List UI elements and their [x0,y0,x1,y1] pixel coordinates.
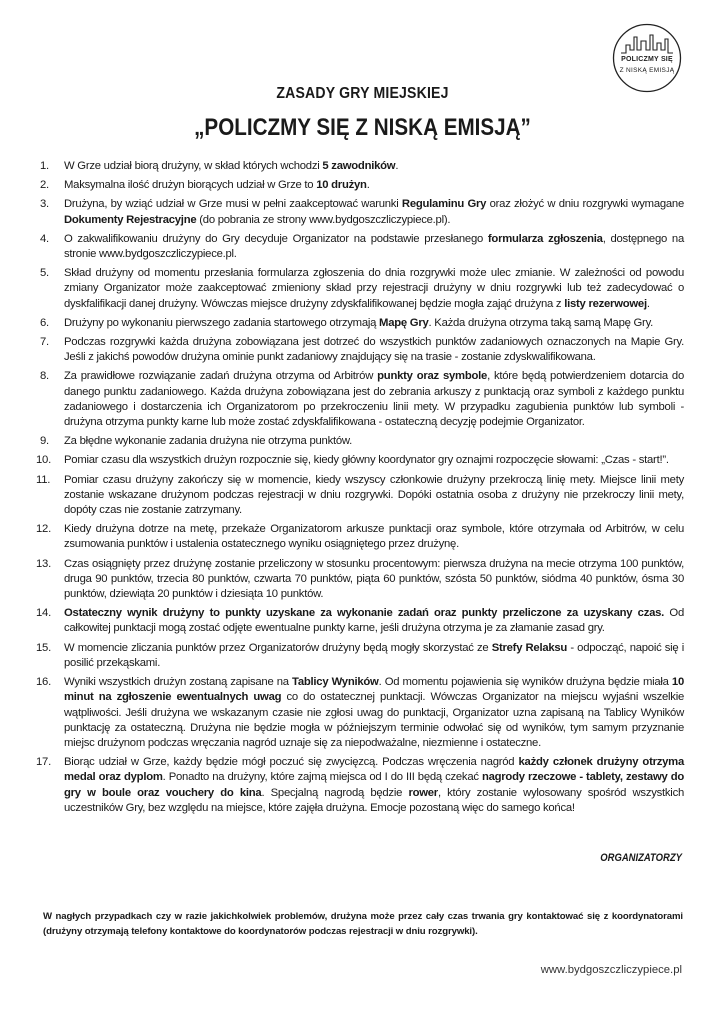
rule-text-bold: Dokumenty Rejestracyjne [64,213,197,226]
rule-text-bold: każdy członek drużyny otrzyma medal oraz dyplom [64,756,684,784]
rule-item [36,232,684,262]
rule-number: 6. [40,316,49,329]
rule-number: 2. [40,179,49,192]
rule-text-bold: Regulaminu Gry [401,198,487,211]
rule-item [36,335,684,365]
rule-text: Maksymalna ilość drużyn biorących udział w Grze to [64,179,317,192]
rule-number: 15. [36,641,51,654]
rule-text: Za prawidłowe rozwiązanie zadań drużyna otrzyma od Arbitrów [64,370,378,383]
rule-text-bold: Mapę Gry [379,316,429,329]
rule-item [36,434,684,449]
rule-item [36,606,684,636]
page-subtitle: ZASADY GRY MIEJSKIEJ [276,85,449,102]
rule-item [36,557,684,603]
rule-text: Czas osiągnięty przez drużynę zostanie przeliczony w stosunku procentowym: pierwsza drużyna na mecie otrzyma 100 punktów, druga 90 punktów, trzecia 80 punktów, czwarta 70 punktów, piąta 60 punktów, szósta 50 punktów, siódma 40 punktów, ósma 30 punktów, dziewiąta 20 punktów i dziesiąta 10 punktów. [64,557,684,601]
rule-item [36,453,684,468]
rule-item [36,641,684,671]
rule-text: co do ostatecznej punktacji. Wówczas Organizator na miejscu wyjaśni wszelkie wątpliwości. Jeśli drużyna we wskazanym czasie nie zgłosi uwag do punktacji, Organizator uzna zapisaną na Tablicy Wyników punktację za ostateczną. Drużyna nie będzie mogła w późniejszym terminie odwołać się od wyników, tym samym przyznanie miejsc drużynom podczas wręczania nagród uznaje się za niepodważalne, niezmienne i ostateczne. [64,691,685,749]
rule-text: , dostępnego na stronie www.bydgoszczliczypiece.pl. [64,232,684,261]
rule-number: 9. [40,435,49,448]
rule-text: . [366,179,370,192]
rule-text-bold: formularza zgłoszenia [487,232,603,245]
rule-number: 11. [36,473,51,486]
rule-number: 1. [40,160,49,172]
rule-number: 7. [40,336,49,349]
logo-text-line2: Z NISKĄ EMISJĄ [619,67,675,74]
rule-item [36,522,684,552]
rule-text: - odpocząć, napoić się i posilić przekąskami. [64,641,684,669]
rule-item [36,159,684,174]
rule-number: 3. [40,198,49,211]
rule-text: . Ponadto na drużyny, które zajmą miejsca od I do III będą czekać [162,771,482,784]
rule-text: . Od momentu pojawienia się wyników drużyna będzie miała [378,676,672,689]
rule-text: Skład drużyny od momentu przesłania formularza zgłoszenia do dnia rozgrywki może ulec zmianie. W zależności od powodu zmiany Organizator może zaakceptować zmieniony skład przy rejestracji drużyny w dniu rozgrywki lub też zadecydować o dyskfalifikacji danej drużyny. Wówczas miejsce drużyny zdyskfalifikowanej będzie mogła zająć drużyna z [64,267,684,310]
rule-number: 4. [40,232,49,245]
rule-text: . Specjalną nagrodą będzie [261,786,409,799]
rule-item [36,178,684,193]
rule-text-bold: Tablicy Wyników [292,676,379,689]
rule-text-bold: Ostateczny wynik drużyny to punkty uzyskane za wykonanie zadań oraz punkty przeliczone za uzyskany czas. [64,607,665,620]
footer-website: www.bydgoszczliczypiece.pl [540,964,682,976]
rule-number: 16. [36,676,51,689]
rule-number: 10. [36,454,51,467]
rule-number: 8. [40,370,49,383]
rule-text-bold: 10 minut na zgłoszenie ewentualnych uwag [64,676,684,704]
rule-item [36,197,684,227]
rule-item [36,473,684,519]
rule-text: Biorąc udział w Grze, każdy będzie mógł poczuć się zwycięzcą. Podczas wręczenia nagród [64,756,519,769]
rule-text: Od całkowitej punktacji mogą zostać odjęte ewentualne punkty karne, jeśli drużyna otrzyma je za złamanie zasad gry. [64,607,684,635]
rule-text: Drużyny po wykonaniu pierwszego zadania startowego otrzymają [64,316,380,329]
rule-text: W momencie zliczania punktów przez Organizatorów drużyny będą mogły skorzystać ze [64,641,492,654]
rules-list [36,159,684,820]
emergency-note: W nagłych przypadkach czy w razie jakichkolwiek problemów, drużyna może przez cały czas trwania gry kontaktować się z koordynatorami (drużyny otrzymają telefony kontaktowe do koordynatorów podczas rejestracji w dniu rozgrywki). [43,911,683,937]
rule-text: Kiedy drużyna dotrze na metę, przekaże Organizatorom arkusze punktacji oraz symbole, które otrzymała od Arbitrów, w celu zsumowania punktów i ustalenia ostatecznego wyniku osiągniętego przez drużynę. [64,523,684,551]
rule-text: (do pobrania ze strony www.bydgoszczliczypiece.pl). [196,213,451,226]
rule-text-bold: Strefy Relaksu [491,641,568,654]
rule-number: 12. [36,523,51,536]
rule-text-bold: rower [408,786,438,799]
rule-text: . [395,160,399,172]
rule-text: oraz złożyć w dniu rozgrywki wymagane [486,198,684,211]
rule-text: Wyniki wszystkich drużyn zostaną zapisane na [64,676,293,689]
rule-text: Pomiar czasu drużyny zakończy się w momencie, kiedy wszyscy członkowie drużyny przekroczą linię mety. Miejsce linii mety zostanie wskazane drużynom podczas rejestracji w dniu rozgrywki. Dopóki ostatnia osoba z drużyny nie przekroczy linii mety, dopóty czas nie zostanie zatrzymany. [64,473,684,517]
rule-item [36,266,684,312]
rule-text: Podczas rozgrywki każda drużyna zobowiązana jest dotrzeć do wszystkich punktów zadaniowych oznaczonych na Mapie Gry. Jeśli z jakichś powodów drużyna ominie punkt zadaniowy znajdujący się na trasie - zostanie zdyskwalifikowana. [64,336,684,364]
rule-number: 14. [36,607,51,620]
logo [612,23,682,93]
signature: ORGANIZATORZY [600,852,682,864]
rule-text: Pomiar czasu dla wszystkich drużyn rozpocznie się, kiedy główny koordynator gry oznajmi rozpoczęcie słowami: „Czas - start!”. [64,454,669,467]
rule-text: O zakwalifikowaniu drużyny do Gry decyduje Organizator na podstawie przesłanego [64,232,488,245]
rule-text: Za błędne wykonanie zadania drużyna nie otrzyma punktów. [64,435,353,448]
rule-text: . [646,297,650,310]
rule-number: 17. [36,756,51,769]
rule-number: 5. [40,267,49,280]
rule-text-bold: listy rezerwowej [564,297,647,310]
rule-number: 13. [36,557,51,570]
rule-text: , które będą potwierdzeniem dotarcia do danego punktu zadaniowego. Każda drużyna zobowiązana jest do zebrania arkuszy z punktacją oraz symboli z każdego punktu zadaniowego i dostarczenia ich Organizatorom po przekroczeniu linii mety. W przypadku zagubienia punktów lub symboli - drużyna otrzyma punkty karne lub może zostać zdyskfalifikowana - ostateczną decyzję podejmie Organizator. [64,370,684,429]
rule-text-bold: punkty oraz symbole [377,370,488,383]
rule-text: W Grze udział biorą drużyny, w skład których wchodzi [64,160,323,172]
rule-item [36,316,684,331]
rule-text: . Każda drużyna otrzyma taką samą Mapę Gry. [428,316,654,329]
logo-text-line1: POLICZMY SIĘ [621,56,673,63]
rule-text: Drużyna, by wziąć udział w Grze musi w pełni zaakceptować warunki [64,198,402,211]
page-title: „POLICZMY SIĘ Z NISKĄ EMISJĄ” [194,114,531,141]
rule-item [36,675,684,751]
rule-text-bold: 5 zawodników [322,160,396,172]
rule-text-bold: 10 drużyn [316,179,367,192]
rule-item [36,369,684,430]
rule-text-bold: nagrody rzeczowe - tablety, zestawy do gry w boule oraz vouchery do kina [64,771,685,799]
rule-item [36,755,684,816]
rule-text: , który zostanie wylosowany spośród wszystkich uczestników Gry, bez względu na miejsce, które zajęła drużyna. Emocje pozostaną więc do samego końca! [64,786,685,814]
